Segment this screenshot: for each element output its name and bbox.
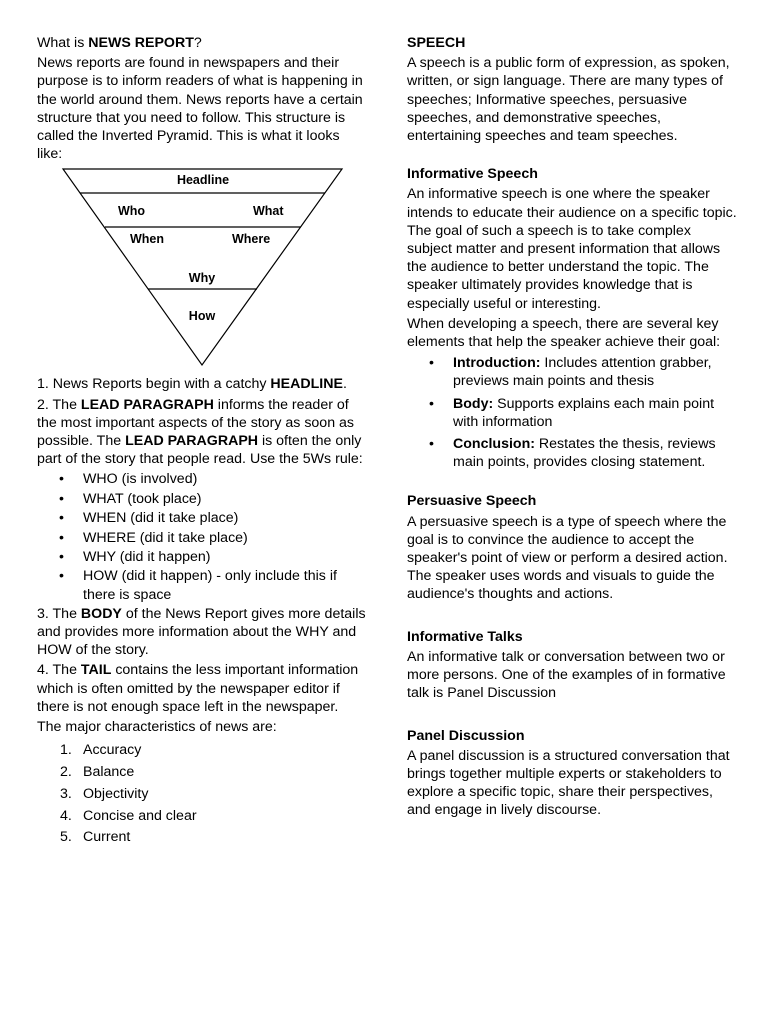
pyramid-where: Where (232, 232, 271, 247)
pyramid-outline (63, 169, 342, 365)
informative-speech-text: An informative speech is one where the speaker intends to educate their audience on a specific topic. The goal of such a speech is to take complex subject matter and present information that allows the audience to better understand the topic. The speaker ultimately provides knowledge that is especially useful or interesting. (407, 186, 737, 312)
left-column (37, 34, 367, 849)
speech-elements-list (407, 354, 737, 471)
speech-text: A speech is a public form of expression, as spoken, written, or sign language. There are many types of speeches; Informative speeches, persuasive speeches, and demonstrative speeches, entertaining speeches and team speeches. (407, 55, 730, 145)
informative-talks-text: An informative talk or conversation between two or more persons. One of the examples of in formative talk is Panel Discussion (407, 648, 726, 702)
tail-point: 4. The TAIL contains the less important information which is often omitted by the newspaper editor if there is not enough space left in the newspaper. (37, 662, 359, 715)
pyramid-why: Why (188, 271, 216, 286)
list-item: • Conclusion: Restates the thesis, reviews main points, provides closing statement. (407, 435, 737, 471)
list-item: 1. Accuracy (60, 742, 142, 759)
persuasive-speech-heading: Persuasive Speech (407, 493, 537, 510)
list-item: 5. Current (60, 829, 131, 846)
list-item: 3. Objectivity (60, 785, 149, 802)
list-item: • WHAT (took place) (37, 490, 367, 509)
pyramid-what: What (253, 204, 284, 219)
body-point: 3. The BODY of the News Report gives more details and provides more information about the WHY and HOW of the story. (37, 605, 366, 659)
speech-heading: SPEECH (407, 35, 466, 51)
list-item: • HOW (did it happen) - only include this if there is space (37, 567, 367, 603)
headline-point: 1. News Reports begin with a catchy HEADLINE. (37, 376, 347, 393)
characteristics-intro: The major characteristics of news are: (37, 719, 277, 736)
list-item: • Body: Supports explains each main point with information (407, 395, 737, 431)
list-item: • WHO (is involved) (37, 470, 367, 489)
informative-talks-heading: Informative Talks (407, 628, 523, 645)
list-item: 2. Balance (60, 764, 135, 781)
list-item: • WHY (did it happen) (37, 548, 367, 567)
panel-discussion-heading: Panel Discussion (407, 727, 525, 744)
pyramid-how: How (188, 309, 216, 324)
lead-paragraph-point: 2. The LEAD PARAGRAPH informs the reader of the most important aspects of the story as soon as possible. The LEAD PARAGRAPH is often the only part of the story that people read. Use the 5Ws rule: (37, 396, 363, 468)
right-column (407, 34, 737, 820)
characteristics-list (37, 740, 367, 849)
list-item: • Introduction: Includes attention grabber, previews main points and thesis (407, 354, 737, 390)
news-report-intro: News reports are found in newspapers and their purpose is to inform readers of what is happening in the world around them. News reports have a certain structure that you need to follow. This structure is called the Inverted Pyramid. This is what it looks like: (37, 55, 363, 163)
list-item: 4. Concise and clear (60, 807, 197, 824)
list-item: • WHERE (did it take place) (37, 529, 367, 548)
list-item: • WHEN (did it take place) (37, 509, 367, 528)
developing-speech-text: When developing a speech, there are several key elements that help the speaker achieve their goal: (407, 315, 721, 351)
panel-discussion-text: A panel discussion is a structured conversation that brings together multiple experts or stakeholders to explore a specific topic, share their perspectives, and engage in lively discourse. (407, 747, 730, 819)
pyramid-headline: Headline (176, 173, 230, 188)
persuasive-speech-text: A persuasive speech is a type of speech where the goal is to convince the audience to accept the speaker's point of view or perform a desired action. The speaker uses words and visuals to guide the audience's thoughts and actions. (407, 513, 728, 603)
five-ws-list (37, 470, 367, 603)
pyramid-when: When (130, 232, 165, 247)
inverted-pyramid-diagram (37, 167, 357, 379)
news-report-heading: What is NEWS REPORT? (37, 35, 202, 51)
pyramid-who: Who (118, 204, 146, 219)
informative-speech-heading: Informative Speech (407, 166, 538, 183)
